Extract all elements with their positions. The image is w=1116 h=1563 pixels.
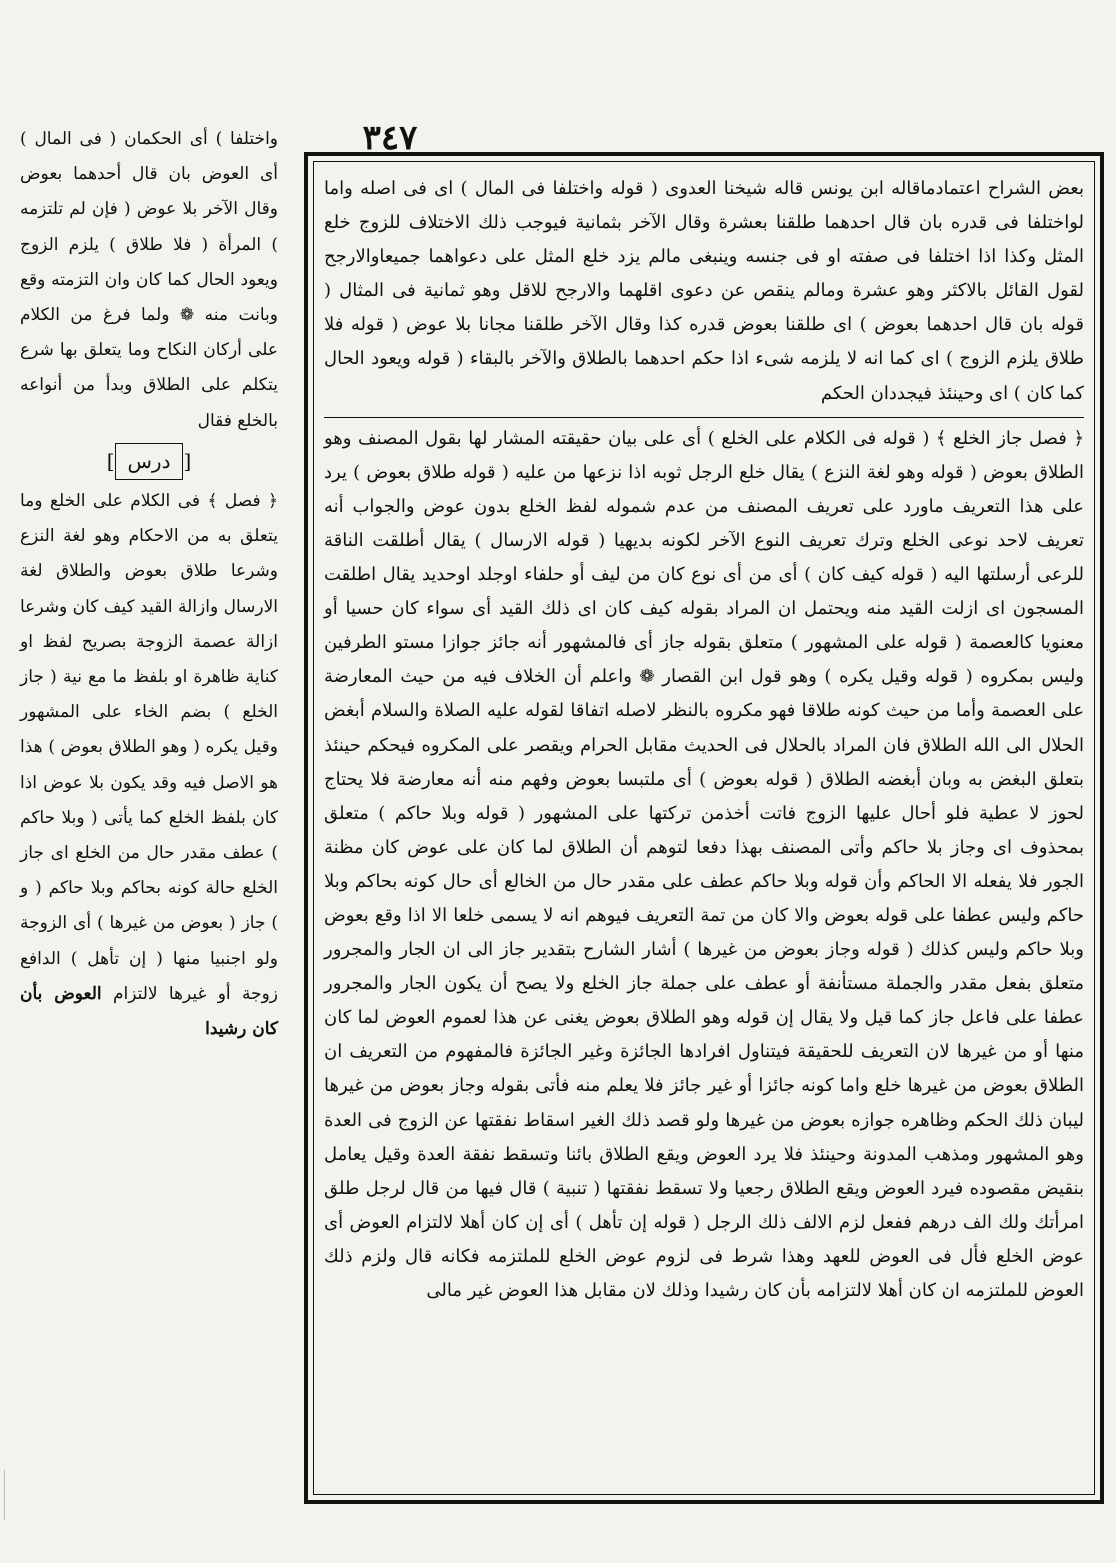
main-text-frame xyxy=(304,152,1104,1504)
main-commentary-text xyxy=(324,172,1084,1308)
section-heading-label: درس xyxy=(115,443,184,480)
side-commentary-text: واختلفا ) أى الحكمان ( فى المال ) أى العوض بان قال أحدهما بعوض وقال الآخر بلا عوض ( فإن لم تلتزمه ) المرأة ( فلا طلاق ) يلزم الزوج ويعود الحال كما كان وان التزمته وقع وبانت منه ❁ ولما فرغ من الكلام على أركان النكاح وما يتعلق بها شرع يتكلم على الطلاق وبدأ من أنواعه بالخلع فقال xyxy=(20,129,278,431)
side-commentary-body: ﴿ فصل ﴾ فى الكلام على الخلع وما يتعلق به من الاحكام وهو لغة النزع وشرعا طلاق بعوض والطلاق لغة الارسال وازالة القيد كيف كان وشرعا ازالة عصمة الزوجة بصريح لفظ او كناية ظاهرة او بلفظ ما مع نية ( جاز الخلع ) بضم الخاء على المشهور وقيل يكره ( وهو الطلاق بعوض ) هذا هو الاصل فيه وقد يكون بلا عوض اذا كان بلفظ الخلع كما يأتى ( وبلا حاكم ) عطف مقدر حال من الخلع اى جاز الخلع حالة كونه بحاكم وبلا حاكم ( و ) جاز ( بعوض من غيرها ) أى الزوجة ولو اجنبيا منها ( إن تأهل ) الدافع زوجة أو غيرها لالتزام xyxy=(20,491,278,1004)
page-number: ٣٤٧ xyxy=(362,118,418,158)
side-commentary-bold-tail: العوض بأن كان رشيدا xyxy=(20,983,278,1040)
section-heading: [درس] xyxy=(20,443,278,480)
side-commentary-text-2 xyxy=(20,484,278,1047)
main-text-inner-border xyxy=(313,161,1095,1495)
main-paragraph-1: بعض الشراح اعتمادماقاله ابن يونس قاله شيخنا العدوى ( قوله واختلفا فى المال ) اى فى اصله واما لواختلفا فى قدره بان قال احدهما طلقنا بعشرة وقال الآخر بثمانية فيوجب ذلك الاختلاف للزوج خلع المثل وكذا اذا اختلفا فى صفته او فى جنسه وينبغى مالم يزد خلع المثل على دعواهما جميعاوالارجح لقول القائل بالاكثر وهو عشرة ومالم ينقص عن دعوى اقلهما والارجح للاقل وهو ثمانية فى المثال ( قوله بان قال احدهما بعوض ) اى طلقنا بعوض قدره كذا وقال الآخر طلقنا مجانا بلا عوض ( قوله فلا طلاق يلزم الزوج ) اى كما انه لا يلزمه شىء اذا حكم احدهما بالطلاق والآخر بالبقاء ( قوله ويعود الحال كما كان ) اى وحينئذ فيجددان الحكم xyxy=(324,178,1085,404)
scan-edge-mark xyxy=(4,1470,17,1520)
side-commentary-column xyxy=(20,122,278,1047)
main-paragraph-2: ﴿ فصل جاز الخلع ﴾ ( قوله فى الكلام على الخلع ) أى على بيان حقيقته المشار لها بقول المصنف وهو الطلاق بعوض ( قوله وهو لغة النزع ) يقال خلع الرجل ثوبه اذا نزعها من عليه ( قوله طلاق بعوض ) يرد على هذا التعريف ماورد على تعريف المصنف من عدم شموله لفظ الخلع بدون عوض والجواب أنه تعريف لاحد نوعى الخلع وترك تعريف النوع الآخر لكونه بديهيا ( قوله الارسال ) يقال أطلقت الناقة للرعى أرسلتها اليه ( قوله كيف كان ) أى من أى نوع كان من ليف أو حلفاء اوجلد اوحديد يقال اطلقت المسجون اى ازلت القيد منه ويحتمل ان المراد بقوله كيف كان اى ذلك القيد أى سواء كان حسيا أو معنويا كالعصمة ( قوله على المشهور ) متعلق بقوله جاز أى فالمشهور أنه جائز جوازا مستو الطرفين وليس بمكروه ( قوله وقيل يكره ) وهو قول ابن القصار ❁ واعلم أن الخلاف فيه من حيث المعارضة على العصمة وأما من حيث كونه طلاقا فهو مكروه بالنظر لاصله اتفاقا لقوله عليه الصلاة والسلام أبغض الحلال الى الله الطلاق فان المراد بالحلال فى الحديث مقابل الحرام ويقصر على المكروه فيحكم حينئذ بتعلق البغض به وبان أبغضه الطلاق ( قوله بعوض ) أى ملتبسا بعوض وفهم منه أنه معارضة فلا يحتاج لحوز لا عطية فلو أحال عليها الزوج فاتت أخذمن تركتها على المشهور ( قوله وبلا حاكم ) متعلق بمحذوف اى وجاز بلا حاكم وأتى المصنف بهذا دفعا لتوهم أن الطلاق لما كان على عوض كان مظنة الجور فلا يفعله الا الحاكم وأن قوله وبلا حاكم عطف على مقدر حال من الخالع أى حال كونه بحاكم وبلا حاكم وليس عطفا على قوله بعوض والا كان من تمة التعريف فيوهم انه لا يسمى خلعا الا اذا وقع بعوض وبلا حاكم وليس كذلك ( قوله وجاز بعوض من غيرها ) أشار الشارح بتقدير جاز الى ان الجار والمجرور متعلق بفعل مقدر والجملة مستأنفة أو عطف على جملة جاز الخلع ولا يصح أن يكون الجار والمجرور عطفا على فاعل جاز كما قيل ولا يقال إن قوله وهو الطلاق بعوض يغنى عن هذا لعموم العوض لما كان منها أو من غيرها لان التعريف للحقيقة فيتناول افرادها الجائزة وغير الجائزة فالمفهوم من التعريف ان الطلاق بعوض من غيرها خلع واما كونه جائزا أو غير جائز فلا يعلم منه فأتى بقوله وجاز بعوض من غيرها ليبان ذلك الحكم وظاهره جوازه بعوض من غيرها ولو قصد ذلك الغير اسقاط نفقتها عن الزوج فى العدة وهو المشهور ومذهب المدونة وحينئذ فلا يرد العوض ويقع الطلاق بائنا وتسقط نفقة العدة وقيل يعامل بنقيض مقصوده فيرد العوض ويقع الطلاق رجعيا ولا تسقط نفقتها ( تنبية ) قال فيها من قال لرجل طلق امرأتك ولك الف درهم ففعل لزم الالف ذلك الرجل ( قوله إن تأهل ) أى إن كان أهلا لالتزام العوض أى عوض الخلع فأل فى العوض للعهد وهذا شرط فى لزوم عوض الخلع للملتزمه فكانه قال ولزم ذلك العوض للملتزمه ان كان أهلا لالتزامه بأن كان رشيدا وذلك لان مقابل هذا العوض غير مالى xyxy=(324,417,1084,1308)
